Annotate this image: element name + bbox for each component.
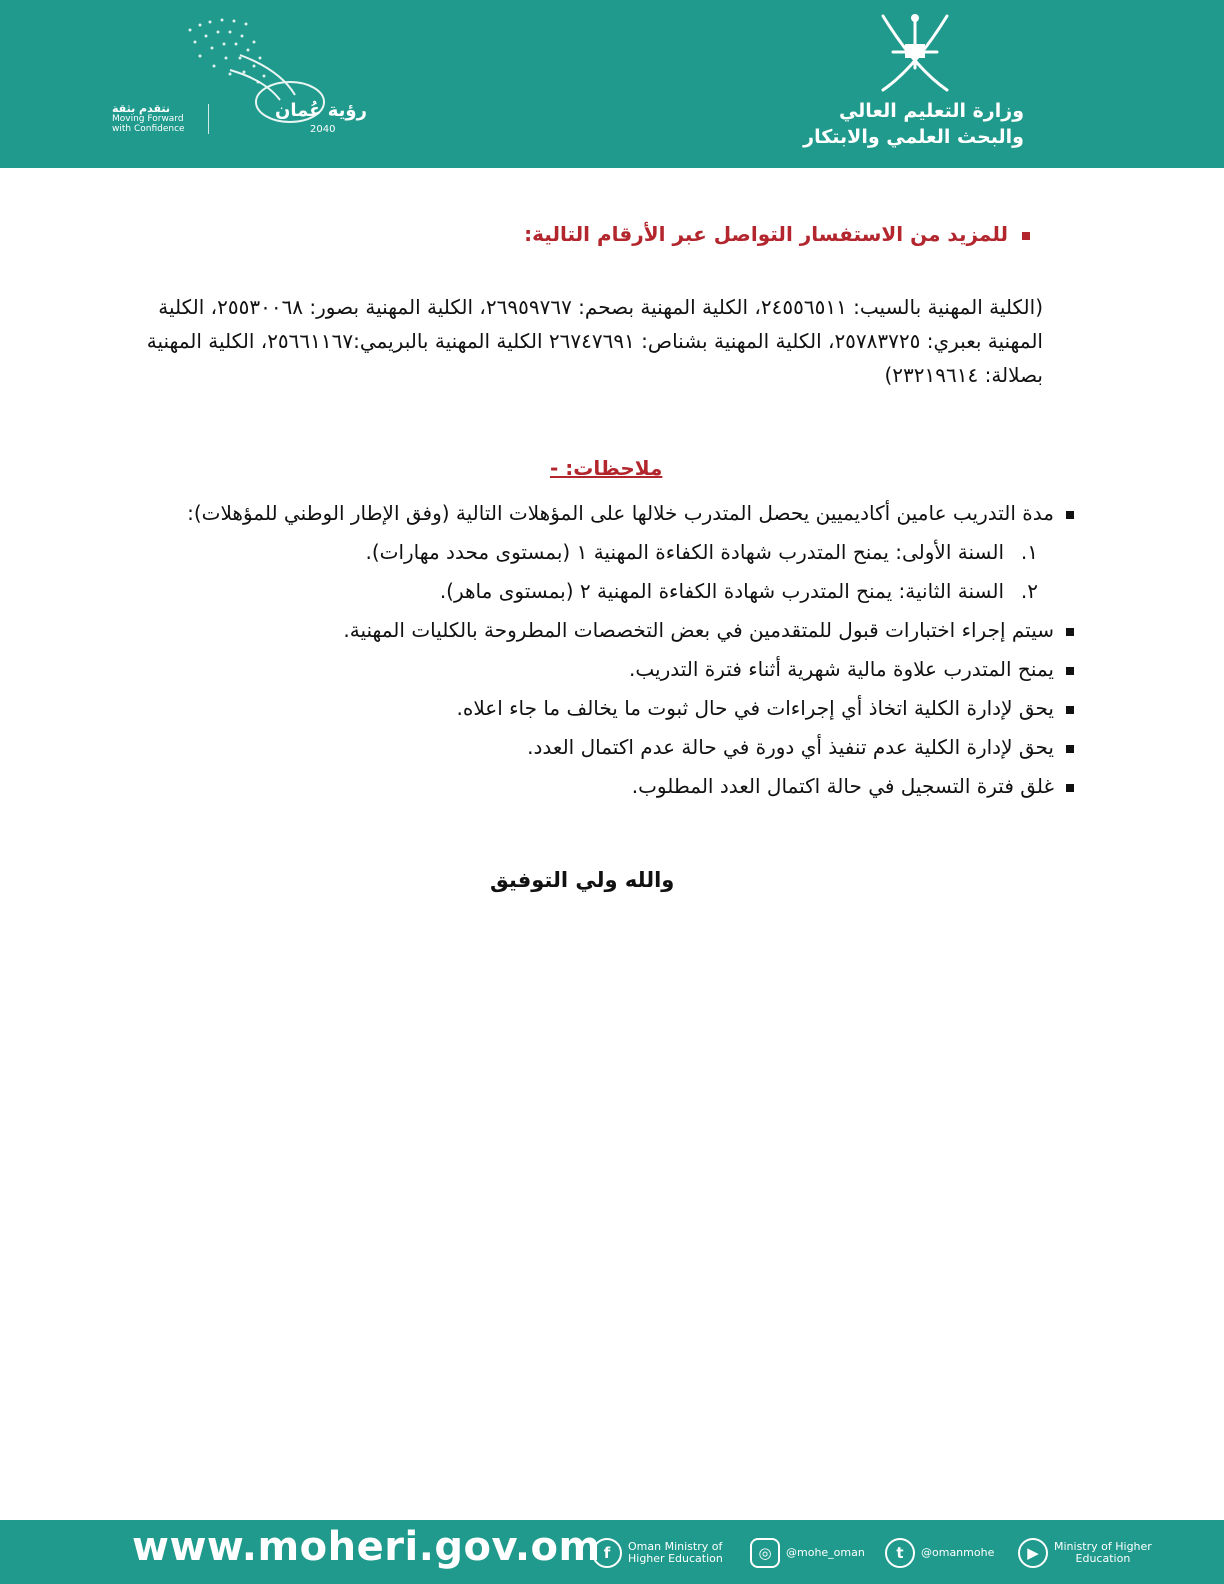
facebook-icon: f xyxy=(592,1538,622,1568)
vision-label: رؤية عُمان xyxy=(275,100,367,121)
oman-emblem-icon xyxy=(875,8,955,96)
list-item: يمنح المتدرب علاوة مالية شهرية أثناء فترة التدريب. xyxy=(74,650,1074,689)
twitter-icon: t xyxy=(885,1538,915,1568)
notes-heading: ملاحظات: - xyxy=(550,456,663,480)
ministry-name: وزارة التعليم العالي والبحث العلمي والابتكار xyxy=(803,100,1024,148)
list-item: غلق فترة التسجيل في حالة اكتمال العدد المطلوب. xyxy=(74,767,1074,806)
list-item: يحق لإدارة الكلية اتخاذ أي إجراءات في حال ثبوت ما يخالف ما جاء اعلاه. xyxy=(74,689,1074,728)
college-phone-numbers: (الكلية المهنية بالسيب: ٢٤٥٥٦٥١١، الكلية المهنية بصحم: ٢٦٩٥٩٧٦٧، الكلية المهنية بصور: ٢٥٥٣٠٠٦٨، الكلية المهنية بعبري: ٢٥٧٨٣٧٢٥، الكلية المهنية بشناص: ٢٦٧٤٧٦٩١ الكلية المهنية بالبريمي:٢٥٦٦١١٦٧، الكلية المهنية بصلالة: ٢٣٢١٩٦١٤) xyxy=(146,295,1043,387)
instagram-link[interactable]: ◎ @mohe_oman xyxy=(750,1536,865,1570)
bullet-square-icon xyxy=(1066,628,1074,636)
twitter-link[interactable]: t @omanmohe xyxy=(885,1536,994,1570)
bullet-square-icon xyxy=(1066,667,1074,675)
page-footer xyxy=(0,1520,1224,1584)
facebook-link[interactable]: f Oman Ministry of Higher Education xyxy=(592,1536,723,1570)
instagram-icon: ◎ xyxy=(750,1538,780,1568)
bullet-square-icon xyxy=(1022,232,1030,240)
notes-list xyxy=(74,494,1074,806)
bullet-square-icon xyxy=(1066,745,1074,753)
slogan: نتقدم بثقة Moving Forward with Confidence xyxy=(112,104,209,134)
list-item: سيتم إجراء اختبارات قبول للمتقدمين في بعض التخصصات المطروحة بالكليات المهنية. xyxy=(74,611,1074,650)
vision-year: 2040 xyxy=(310,124,336,135)
sub-list-item: ٢.السنة الثانية: يمنح المتدرب شهادة الكفاءة المهنية ٢ (بمستوى ماهر). xyxy=(439,579,1038,603)
bullet-square-icon xyxy=(1066,511,1074,519)
bullet-square-icon xyxy=(1066,784,1074,792)
list-item: يحق لإدارة الكلية عدم تنفيذ أي دورة في حالة عدم اكتمال العدد. xyxy=(74,728,1074,767)
inquiry-heading: للمزيد من الاستفسار التواصل عبر الأرقام التالية: xyxy=(524,222,1030,246)
list-item: مدة التدريب عامين أكاديميين يحصل المتدرب خلالها على المؤهلات التالية (وفق الإطار الوطني للمؤهلات): xyxy=(74,494,1074,533)
website-link[interactable]: www.moheri.gov.om xyxy=(132,1524,601,1570)
page-header xyxy=(0,0,1224,168)
youtube-icon: ▶ xyxy=(1018,1538,1048,1568)
closing-phrase: والله ولي التوفيق xyxy=(490,868,675,892)
sub-list-item: ١.السنة الأولى: يمنح المتدرب شهادة الكفاءة المهنية ١ (بمستوى محدد مهارات). xyxy=(365,540,1038,564)
youtube-link[interactable]: ▶ Ministry of Higher Education xyxy=(1018,1536,1152,1570)
bullet-square-icon xyxy=(1066,706,1074,714)
